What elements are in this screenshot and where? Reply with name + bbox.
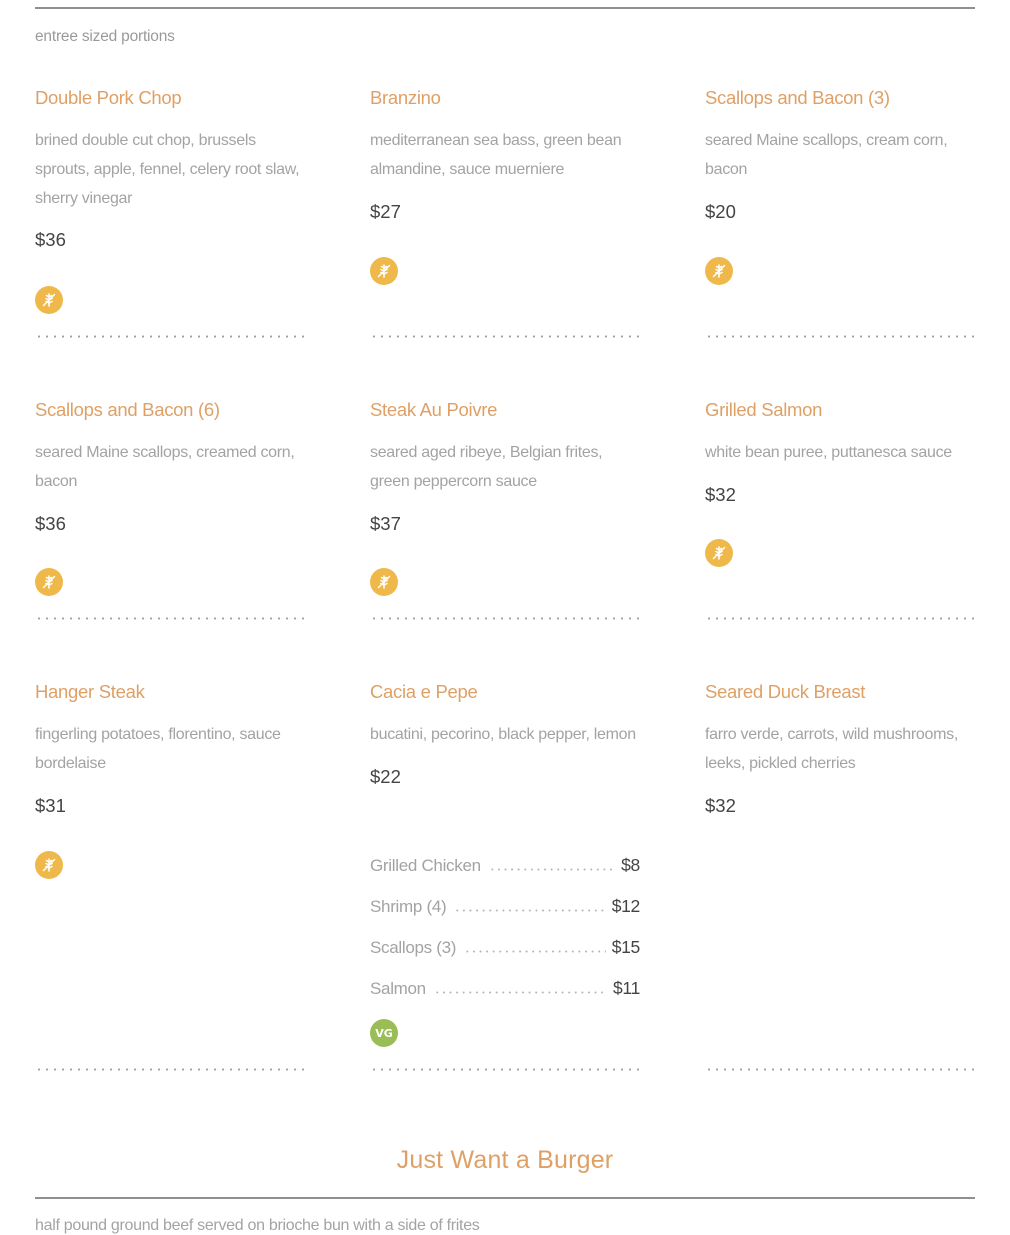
wheat-icon — [710, 544, 728, 562]
menu-item-steak-au-poivre — [370, 398, 640, 536]
item-name: Branzino — [370, 87, 441, 108]
gluten-free-icon — [705, 539, 733, 567]
gluten-free-icon — [35, 568, 63, 596]
wheat-icon — [710, 262, 728, 280]
dotted-leader — [434, 991, 607, 994]
item-description: seared Maine scallops, cream corn, bacon — [705, 132, 948, 178]
section-title-burger: Just Want a Burger — [396, 1146, 614, 1174]
item-description: fingerling potatoes, florentino, sauce bordelaise — [35, 726, 281, 772]
menu-item-hanger-steak — [35, 680, 305, 818]
item-separator — [35, 617, 305, 620]
addon-salmon — [370, 975, 640, 999]
gluten-free-icon — [370, 257, 398, 285]
addon-name: Grilled Chicken — [370, 856, 481, 875]
addon-price: $12 — [611, 896, 640, 916]
item-name: Hanger Steak — [35, 681, 145, 702]
top-divider — [35, 7, 975, 9]
menu-item-branzino — [370, 86, 640, 224]
addon-grilled-chicken — [370, 852, 640, 876]
item-name: Grilled Salmon — [705, 399, 823, 420]
item-description: seared aged ribeye, Belgian frites, green peppercorn sauce — [370, 444, 603, 490]
dotted-leader — [489, 868, 615, 871]
menu-item-double-pork-chop — [35, 86, 305, 252]
wheat-icon — [375, 262, 393, 280]
gluten-free-icon — [705, 257, 733, 285]
item-price: $27 — [370, 200, 401, 222]
item-name: Steak Au Poivre — [370, 399, 498, 420]
menu-item-scallops-and-bacon-3 — [705, 86, 975, 224]
gluten-free-icon — [370, 568, 398, 596]
wheat-icon — [375, 573, 393, 591]
item-separator — [370, 1068, 640, 1071]
addon-name: Shrimp (4) — [370, 897, 447, 916]
menu-item-scallops-and-bacon-6 — [35, 398, 305, 536]
addon-shrimp — [370, 893, 640, 917]
addon-price: $11 — [613, 978, 640, 998]
item-price: $37 — [370, 512, 401, 534]
item-price: $20 — [705, 200, 736, 222]
item-name: Scallops and Bacon (3) — [705, 87, 890, 108]
item-separator — [705, 617, 975, 620]
addon-name: Scallops (3) — [370, 938, 457, 957]
item-price: $31 — [35, 794, 66, 816]
item-separator — [35, 1068, 305, 1071]
dotted-leader — [464, 950, 606, 953]
addon-name: Salmon — [370, 979, 426, 998]
menu-item-cacia-e-pepe — [370, 680, 640, 789]
gluten-free-icon — [35, 286, 63, 314]
menu-item-seared-duck-breast — [705, 680, 975, 818]
item-price: $36 — [35, 512, 66, 534]
item-name: Double Pork Chop — [35, 87, 182, 108]
item-name: Cacia e Pepe — [370, 681, 478, 702]
addon-scallops — [370, 934, 640, 958]
item-name: Seared Duck Breast — [705, 681, 866, 702]
menu-item-grilled-salmon — [705, 398, 975, 507]
item-price: $32 — [705, 794, 736, 816]
item-price: $22 — [370, 765, 401, 787]
item-price: $36 — [35, 229, 66, 251]
item-description: brined double cut chop, brussels sprouts, apple, fennel, celery root slaw, sherry vinegar — [35, 132, 300, 207]
section-divider — [35, 1197, 975, 1199]
item-price: $32 — [705, 483, 736, 505]
item-separator — [705, 335, 975, 338]
item-separator — [370, 617, 640, 620]
item-description: mediterranean sea bass, green bean almandine, sauce muerniere — [370, 132, 622, 178]
section-description: half pound ground beef served on brioche bun with a side of frites — [35, 1217, 480, 1234]
item-separator — [370, 335, 640, 338]
dotted-leader — [454, 909, 605, 912]
wheat-icon — [40, 291, 58, 309]
section-subtitle: entree sized portions — [35, 28, 175, 45]
vegetarian-icon: VG — [370, 1019, 398, 1047]
addon-price: $8 — [621, 855, 640, 875]
gluten-free-icon — [35, 851, 63, 879]
wheat-icon — [40, 856, 58, 874]
item-separator — [705, 1068, 975, 1071]
item-name: Scallops and Bacon (6) — [35, 399, 220, 420]
addon-price: $15 — [611, 937, 640, 957]
item-description: seared Maine scallops, creamed corn, bacon — [35, 444, 295, 490]
item-separator — [35, 335, 305, 338]
item-description: white bean puree, puttanesca sauce — [705, 444, 952, 461]
wheat-icon — [40, 573, 58, 591]
item-description: bucatini, pecorino, black pepper, lemon — [370, 726, 636, 743]
item-description: farro verde, carrots, wild mushrooms, leeks, pickled cherries — [705, 726, 958, 772]
